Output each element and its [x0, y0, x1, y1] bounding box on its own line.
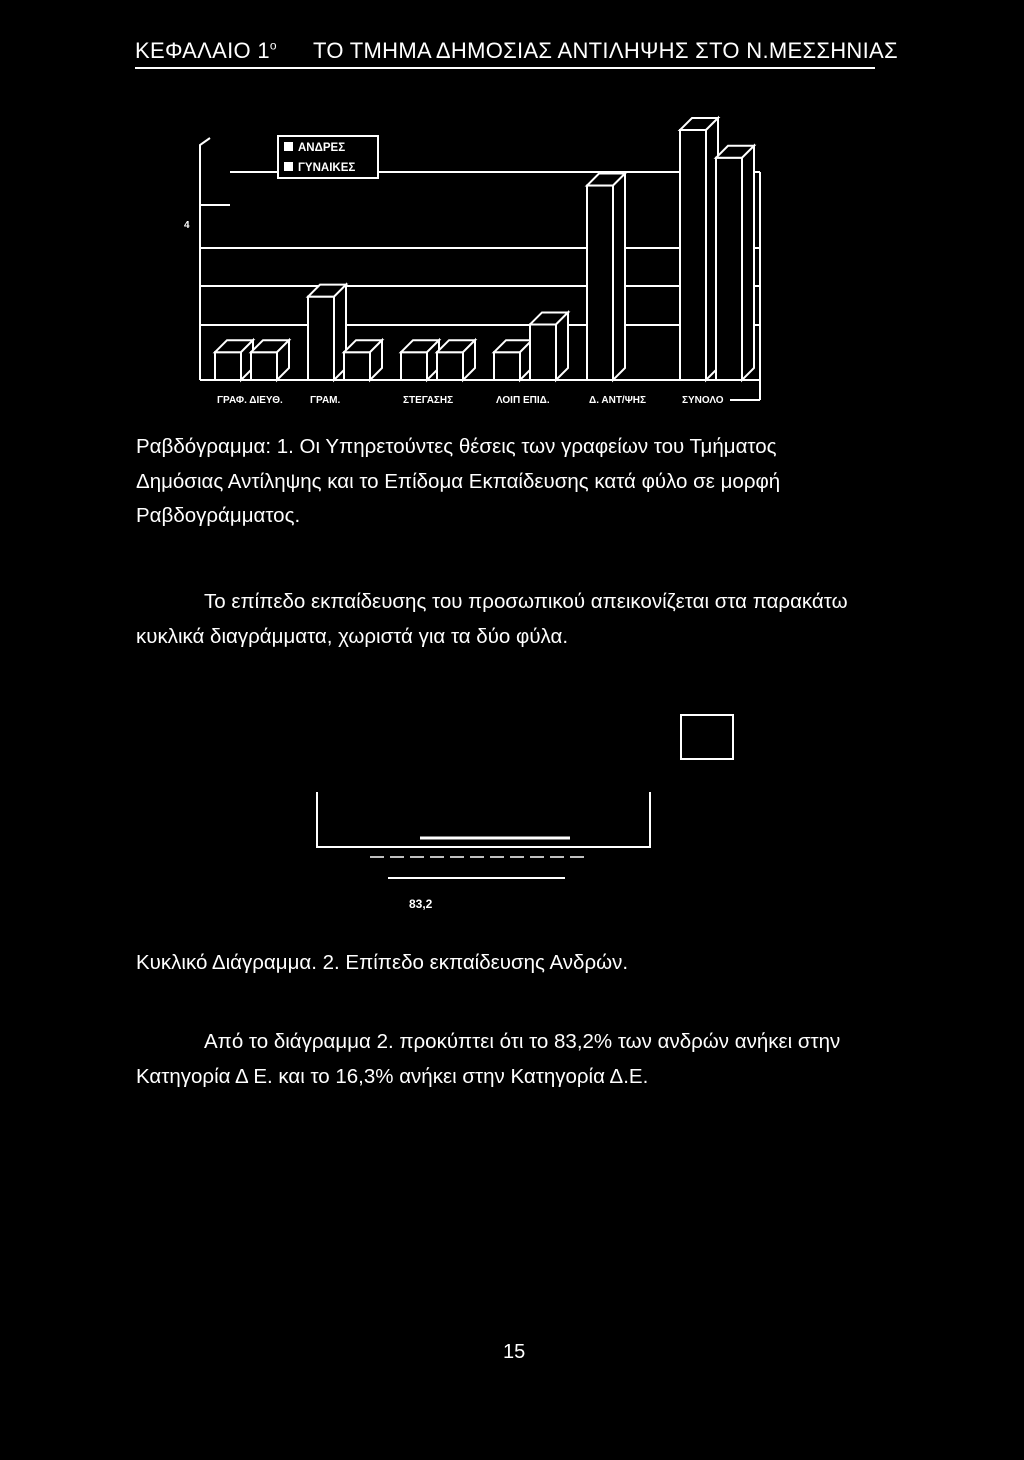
bar-women-3: [530, 312, 568, 380]
caption-line: Ραβδόγραμμα: 1. Οι Υπηρετούντες θέσεις των γραφείων του Τμήματος: [136, 435, 777, 458]
bar-women-2: [437, 340, 475, 380]
bar-women-0: [251, 340, 289, 380]
conclusion-paragraph: [136, 1025, 840, 1094]
pie-legend-box: [681, 715, 733, 759]
caption-line: Ραβδογράμματος.: [136, 504, 301, 527]
bar-men-2: [401, 340, 439, 380]
page-header: [135, 38, 898, 69]
pie-chart: [300, 705, 750, 915]
x-tick-label: ΓΡΑΜ.: [310, 395, 341, 406]
chapter-title: ΤΟ ΤΜΗΜΑ ΔΗΜΟΣΙΑΣ ΑΝΤΙΛΗΨΗΣ ΣΤΟ Ν.ΜΕΣΣΗΝΙΑΣ: [313, 38, 898, 63]
paragraph-line: Από το διάγραμμα 2. προκύπτει ότι το 83,2% των ανδρών ανήκει στην: [204, 1030, 841, 1053]
pie-chart-caption: Κυκλικό Διάγραμμα. 2. Επίπεδο εκπαίδευσης Ανδρών.: [136, 951, 629, 974]
paragraph-line: κυκλικά διαγράμματα, χωριστά για τα δύο φύλα.: [136, 624, 569, 648]
chapter-label: ΚΕΦΑΛΑΙΟ $1^o$: [135, 38, 277, 63]
legend-men: ΑΝΔΡΕΣ: [298, 142, 346, 154]
bar-men-5: [680, 118, 718, 380]
bar-women-5: [716, 146, 754, 380]
legend-swatch-women: [284, 162, 293, 171]
page-number: 15: [503, 1341, 526, 1363]
bar-chart: [170, 110, 850, 410]
bar-men-0: [215, 340, 253, 380]
bar-chart-caption: [136, 430, 780, 534]
y-tick-label: 4: [184, 220, 190, 231]
bar-women-1: [344, 340, 382, 380]
paragraph-line: Το επίπεδο εκπαίδευσης του προσωπικού απεικονίζεται στα παρακάτω: [204, 590, 848, 613]
chart-legend: [278, 136, 378, 178]
x-tick-label: ΣΤΕΓΑΣΗΣ: [403, 395, 454, 406]
bar-men-1: [308, 285, 346, 380]
x-tick-label: Δ. ΑΝΤ/ΨΗΣ: [589, 395, 647, 406]
x-tick-label: ΓΡΑΦ. ΔΙΕΥΘ.: [217, 395, 283, 406]
bar-men-4: [587, 174, 625, 380]
x-tick-label: ΣΥΝΟΛΟ: [682, 395, 724, 406]
intro-paragraph: [136, 585, 848, 654]
bar-men-3: [494, 340, 532, 380]
paragraph-line: Κατηγορία Δ Ε. και το 16,3% ανήκει στην Κατηγορία Δ.Ε.: [136, 1064, 649, 1088]
legend-swatch-men: [284, 142, 293, 151]
legend-women: ΓΥΝΑΙΚΕΣ: [298, 162, 356, 174]
pie-data-label: 83,2: [409, 897, 433, 911]
caption-line: Δημόσιας Αντίληψης και το Επίδομα Εκπαίδευσης κατά φύλο σε μορφή: [136, 469, 781, 493]
x-tick-label: ΛΟΙΠ ΕΠΙΔ.: [496, 395, 550, 406]
